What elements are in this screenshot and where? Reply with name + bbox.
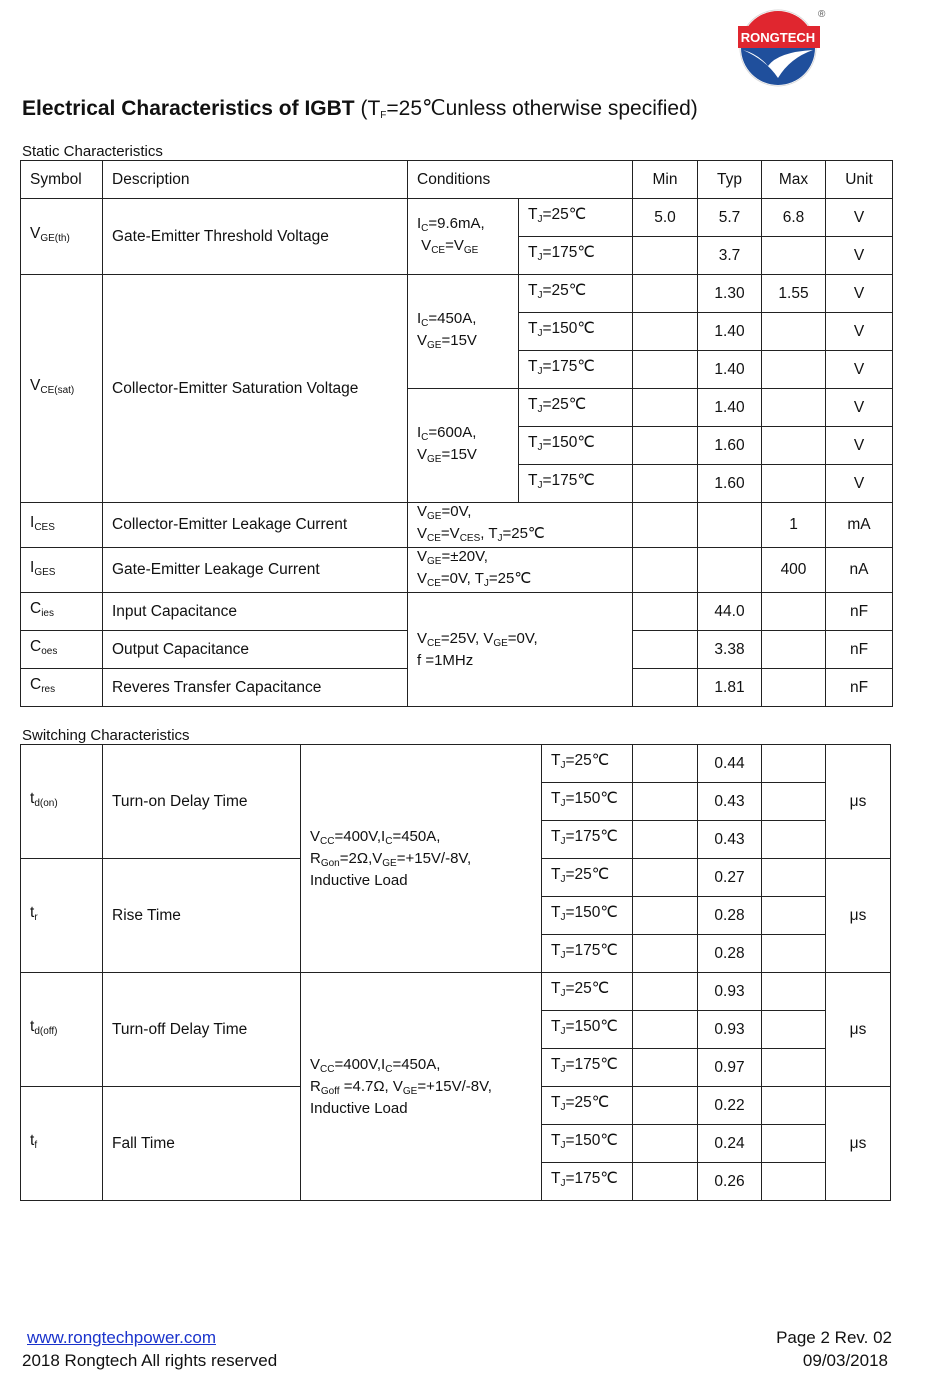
min-cell (633, 1125, 698, 1163)
typ-cell: 0.27 (698, 859, 762, 897)
table-row (21, 745, 891, 783)
min-cell (633, 897, 698, 935)
table-row (21, 503, 893, 548)
symbol-tf: $t_f$ (21, 1087, 103, 1201)
symbol-td-on: $t_{d(on)}$ (21, 745, 103, 859)
tj-cell: $T_J=175℃$ (542, 935, 633, 973)
unit-cell: V (826, 313, 893, 351)
unit-cell: V (826, 465, 893, 503)
symbol-vce-sat: $V_{CE(sat)}$ (21, 275, 103, 503)
description-cell: Turn-on Delay Time (103, 745, 301, 859)
max-cell (762, 427, 826, 465)
max-cell (762, 1087, 826, 1125)
description-cell: Rise Time (103, 859, 301, 973)
min-cell (633, 237, 698, 275)
max-cell (762, 1163, 826, 1201)
unit-cell: μs (826, 1087, 891, 1201)
min-cell (633, 859, 698, 897)
svg-text:RONGTECH: RONGTECH (740, 30, 816, 45)
tj-cell: $T_J=25℃$ (519, 389, 633, 427)
typ-cell: 0.93 (698, 973, 762, 1011)
max-cell: 6.8 (762, 199, 826, 237)
unit-cell: μs (826, 859, 891, 973)
tj-cell: $T_J=175℃$ (519, 237, 633, 275)
min-cell (633, 275, 698, 313)
max-cell (762, 897, 826, 935)
max-cell: 400 (762, 548, 826, 593)
symbol-coes: $C_{oes}$ (21, 631, 103, 669)
unit-cell: V (826, 351, 893, 389)
header-description: Description (103, 161, 408, 199)
page-title: Electrical Characteristics of IGBT ($T_F=25℃unless$ otherwise specified) (22, 97, 698, 121)
min-cell (633, 745, 698, 783)
table-row (21, 973, 891, 1011)
max-cell (762, 465, 826, 503)
header-typ: Typ (698, 161, 762, 199)
symbol-td-off: $t_{d(off)}$ (21, 973, 103, 1087)
typ-cell: 1.81 (698, 669, 762, 707)
unit-cell: nF (826, 631, 893, 669)
rongtech-logo (738, 4, 828, 88)
typ-cell: 44.0 (698, 593, 762, 631)
unit-cell: mA (826, 503, 893, 548)
description-cell: Output Capacitance (103, 631, 408, 669)
unit-cell: μs (826, 973, 891, 1087)
min-cell (633, 593, 698, 631)
unit-cell: V (826, 427, 893, 465)
header-symbol: Symbol (21, 161, 103, 199)
tj-cell: $T_J=150℃$ (542, 1125, 633, 1163)
unit-cell: V (826, 199, 893, 237)
typ-cell: 3.38 (698, 631, 762, 669)
conditions-cell: $V_{CC}=400V,I_C=450A$, $R_{Gon}=2\Omega,V_{GE}=+15V/-8V$, Inductive Load (301, 745, 542, 973)
description-cell: Gate-Emitter Leakage Current (103, 548, 408, 593)
min-cell: 5.0 (633, 199, 698, 237)
symbol-vge-th: $V_{GE(th)}$ (21, 199, 103, 275)
tj-cell: $T_J=25℃$ (542, 973, 633, 1011)
unit-cell: V (826, 237, 893, 275)
tj-cell: $T_J=150℃$ (519, 427, 633, 465)
min-cell (633, 351, 698, 389)
max-cell (762, 1011, 826, 1049)
tj-cell: $T_J=150℃$ (542, 783, 633, 821)
max-cell (762, 1125, 826, 1163)
table-row (21, 548, 893, 593)
min-cell (633, 465, 698, 503)
conditions-cell: $I_C=9.6mA$, $V_{CE}=V_{GE}$ (408, 199, 519, 275)
symbol-cies: $C_{ies}$ (21, 593, 103, 631)
max-cell: 1.55 (762, 275, 826, 313)
max-cell: 1 (762, 503, 826, 548)
symbol-tr: $t_r$ (21, 859, 103, 973)
typ-cell: 5.7 (698, 199, 762, 237)
typ-cell (698, 503, 762, 548)
static-section-label: Static Characteristics (22, 143, 163, 160)
description-cell: Gate-Emitter Threshold Voltage (103, 199, 408, 275)
typ-cell: 0.43 (698, 821, 762, 859)
tj-cell: $T_J=150℃$ (542, 1011, 633, 1049)
typ-cell: 1.40 (698, 351, 762, 389)
min-cell (633, 821, 698, 859)
symbol-ices: $I_{CES}$ (21, 503, 103, 548)
min-cell (633, 1163, 698, 1201)
tj-cell: $T_J=175℃$ (542, 1049, 633, 1087)
min-cell (633, 935, 698, 973)
min-cell (633, 389, 698, 427)
header-unit: Unit (826, 161, 893, 199)
max-cell (762, 1049, 826, 1087)
max-cell (762, 821, 826, 859)
unit-cell: nA (826, 548, 893, 593)
unit-cell: nF (826, 669, 893, 707)
svg-text:®: ® (818, 9, 826, 20)
min-cell (633, 503, 698, 548)
conditions-cell: $V_{CC}=400V,I_C=450A$, $R_{Goff} =4.7\Omega$, $V_{GE}=+15V/-8V$, Inductive Load (301, 973, 542, 1201)
table-row (21, 593, 893, 631)
conditions-cell: $V_{GE}=\pm 20V$, $V_{CE}=0V$, $T_J=25℃$ (408, 548, 633, 593)
max-cell (762, 783, 826, 821)
tj-cell: $T_J=150℃$ (542, 897, 633, 935)
typ-cell: 1.60 (698, 465, 762, 503)
typ-cell: 0.24 (698, 1125, 762, 1163)
conditions-cell: $V_{CE}=25V$, $V_{GE}=0V$, f =1MHz (408, 593, 633, 707)
min-cell (633, 427, 698, 465)
tj-cell: $T_J=150℃$ (519, 313, 633, 351)
tj-cell: $T_J=25℃$ (519, 275, 633, 313)
typ-cell: 0.44 (698, 745, 762, 783)
table-row (21, 275, 893, 313)
typ-cell: 0.28 (698, 897, 762, 935)
description-cell: Fall Time (103, 1087, 301, 1201)
typ-cell: 1.40 (698, 389, 762, 427)
max-cell (762, 859, 826, 897)
description-cell: Collector-Emitter Saturation Voltage (103, 275, 408, 503)
unit-cell: μs (826, 745, 891, 859)
min-cell (633, 313, 698, 351)
max-cell (762, 593, 826, 631)
max-cell (762, 351, 826, 389)
tj-cell: $T_J=175℃$ (519, 465, 633, 503)
description-cell: Collector-Emitter Leakage Current (103, 503, 408, 548)
max-cell (762, 631, 826, 669)
typ-cell: 0.22 (698, 1087, 762, 1125)
header-conditions: Conditions (408, 161, 633, 199)
conditions-cell: $I_C=600A$, $V_{GE}=15V$ (408, 389, 519, 503)
tj-cell: $T_J=25℃$ (542, 1087, 633, 1125)
typ-cell: 1.40 (698, 313, 762, 351)
max-cell (762, 973, 826, 1011)
unit-cell: nF (826, 593, 893, 631)
min-cell (633, 669, 698, 707)
max-cell (762, 669, 826, 707)
table-row (21, 199, 893, 237)
min-cell (633, 548, 698, 593)
min-cell (633, 1049, 698, 1087)
typ-cell: 0.26 (698, 1163, 762, 1201)
typ-cell: 0.97 (698, 1049, 762, 1087)
max-cell (762, 237, 826, 275)
typ-cell: 1.60 (698, 427, 762, 465)
symbol-iges: $I_{GES}$ (21, 548, 103, 593)
header-max: Max (762, 161, 826, 199)
conditions-cell: $V_{GE}=0V$, $V_{CE}=V_{CES}$, $T_J=25℃$ (408, 503, 633, 548)
tj-cell: $T_J=175℃$ (542, 1163, 633, 1201)
tj-cell: $T_J=25℃$ (519, 199, 633, 237)
unit-cell: V (826, 389, 893, 427)
description-cell: Input Capacitance (103, 593, 408, 631)
footer-copyright: 2018 Rongtech All rights reserved (22, 1351, 278, 1370)
min-cell (633, 1087, 698, 1125)
footer-page-rev: Page 2 Rev. 02 (776, 1328, 892, 1347)
switching-section-label: Switching Characteristics (22, 727, 190, 744)
description-cell: Turn-off Delay Time (103, 973, 301, 1087)
typ-cell: 0.93 (698, 1011, 762, 1049)
tj-cell: $T_J=175℃$ (519, 351, 633, 389)
max-cell (762, 935, 826, 973)
tj-cell: $T_J=25℃$ (542, 859, 633, 897)
max-cell (762, 389, 826, 427)
conditions-cell: $I_C=450A$, $V_{GE}=15V$ (408, 275, 519, 389)
typ-cell: 1.30 (698, 275, 762, 313)
min-cell (633, 783, 698, 821)
tj-cell: $T_J=25℃$ (542, 745, 633, 783)
min-cell (633, 631, 698, 669)
symbol-cres: $C_{res}$ (21, 669, 103, 707)
switching-characteristics-table (20, 744, 891, 1201)
max-cell (762, 745, 826, 783)
static-characteristics-table (20, 160, 893, 707)
header-min: Min (633, 161, 698, 199)
description-cell: Reveres Transfer Capacitance (103, 669, 408, 707)
min-cell (633, 973, 698, 1011)
table-header-row (21, 161, 893, 199)
footer-date: 09/03/2018 (802, 1351, 888, 1370)
typ-cell: 0.43 (698, 783, 762, 821)
unit-cell: V (826, 275, 893, 313)
min-cell (633, 1011, 698, 1049)
tj-cell: $T_J=175℃$ (542, 821, 633, 859)
typ-cell: 3.7 (698, 237, 762, 275)
typ-cell: 0.28 (698, 935, 762, 973)
max-cell (762, 313, 826, 351)
typ-cell (698, 548, 762, 593)
footer-website-link[interactable]: www.rongtechpower.com (27, 1328, 216, 1347)
